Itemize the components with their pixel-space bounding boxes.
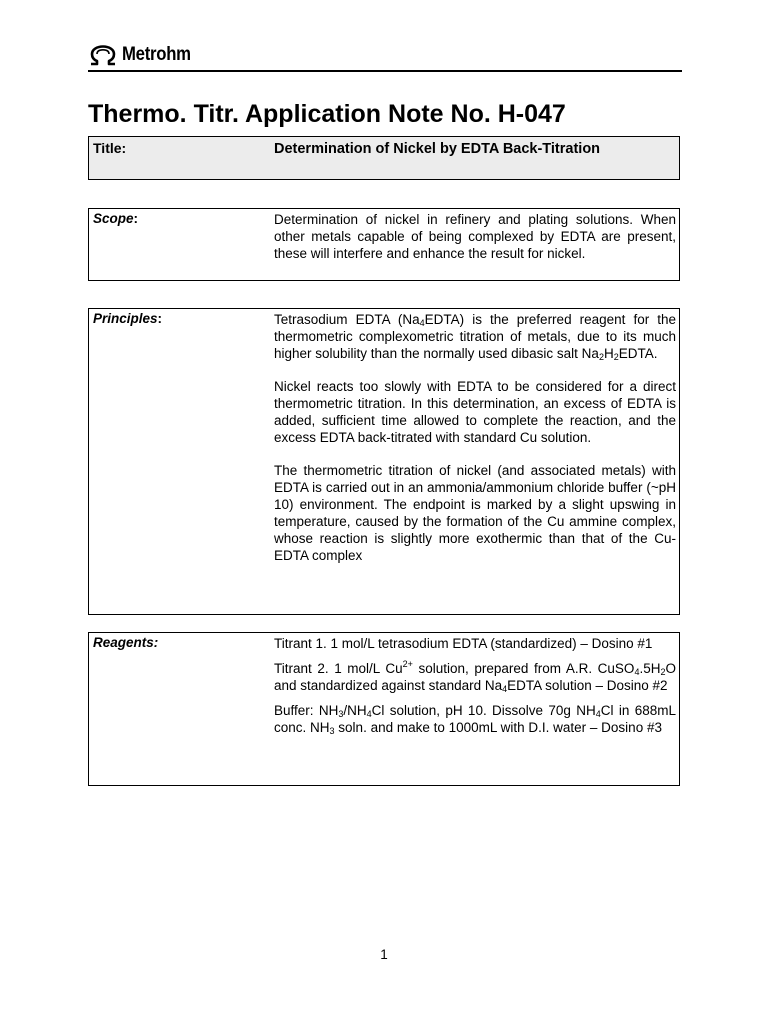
p1-subscript-1: 4	[419, 318, 425, 328]
r3-subscript-4: 3	[329, 726, 335, 736]
reagents-section	[88, 632, 680, 786]
p1-text-b: EDTA) is the preferred reagent for the thermometric complexometric titration of metals, due to its much higher solubility than the normally used dibasic salt Na	[274, 312, 677, 361]
r2-text-c: .5H	[639, 661, 661, 676]
r2-text-a: Titrant 2. 1 mol/L Cu	[274, 661, 403, 676]
reagent-titrant-2	[274, 660, 676, 694]
principles-label	[93, 311, 162, 326]
principles-section	[88, 308, 680, 615]
r2-text-b: solution, prepared from A.R. CuSO	[412, 661, 635, 676]
r2-text-e: EDTA solution – Dosino #2	[507, 678, 668, 693]
r3-subscript-2: 4	[366, 709, 372, 719]
r3-text-b: /NH	[343, 703, 367, 718]
title-section	[88, 136, 680, 180]
reagents-label: Reagents:	[93, 635, 159, 650]
principles-content	[274, 311, 676, 564]
r3-text-c: Cl solution, pH 10. Dissolve 70g NH	[371, 703, 596, 718]
reagent-buffer	[274, 702, 676, 736]
title-label: Title:	[93, 140, 127, 156]
title-value: Determination of Nickel by EDTA Back-Titration	[274, 141, 601, 157]
p1-subscript-2: 2	[598, 352, 604, 362]
principles-label-colon: :	[157, 311, 163, 326]
r2-text-d: O and standardized against standard Na	[274, 661, 676, 693]
r2-superscript: 2+	[402, 659, 413, 669]
principles-paragraph-1	[274, 311, 676, 362]
scope-section	[88, 208, 680, 281]
r3-subscript-1: 3	[338, 709, 344, 719]
page-title: Thermo. Titr. Application Note No. H-047	[88, 100, 566, 128]
p1-text-c: H	[603, 346, 614, 361]
scope-text: Determination of nickel in refinery and plating solutions. When other metals capable of being complexed by EDTA are present, these will interfere and enhance the result for nickel.	[274, 212, 676, 261]
scope-label	[93, 211, 138, 226]
reagents-content	[274, 635, 676, 744]
r2-subscript-3: 4	[502, 684, 508, 694]
reagent-titrant-1: Titrant 1. 1 mol/L tetrasodium EDTA (standardized) – Dosino #1	[274, 636, 653, 651]
scope-label-text: Scope	[93, 211, 134, 226]
scope-label-colon: :	[133, 211, 139, 226]
r3-subscript-3: 4	[595, 709, 601, 719]
r3-text-a: Buffer: NH	[274, 703, 339, 718]
page-header	[88, 42, 682, 72]
r3-text-d: Cl in 688mL conc. NH	[274, 703, 676, 735]
principles-label-text: Principles	[93, 311, 158, 326]
metrohm-omega-logo-icon	[88, 44, 118, 66]
p1-text-a: Tetrasodium EDTA (Na	[274, 312, 420, 327]
r2-subscript-2: 2	[660, 667, 666, 677]
principles-paragraph-2: Nickel reacts too slowly with EDTA to be considered for a direct thermometric titration. In this determination, an excess of EDTA is added, sufficient time allowed to complete the reaction, and the excess EDTA back-titrated with standard Cu solution.	[274, 379, 676, 445]
p1-subscript-3: 2	[613, 352, 619, 362]
r2-subscript-1: 4	[634, 667, 640, 677]
p1-text-d: EDTA.	[618, 346, 658, 361]
r3-text-e: soln. and make to 1000mL with D.I. water – Dosino #3	[334, 720, 662, 735]
principles-paragraph-3: The thermometric titration of nickel (and associated metals) with EDTA is carried out in an ammonia/ammonium chloride buffer (~pH 10) environment. The endpoint is marked by a slight upswing in temperature, caused by the formation of the Cu ammine complex, whose reaction is slightly more exothermic than that of the Cu-EDTA complex	[274, 463, 676, 563]
logo-text: Metrohm	[122, 44, 191, 65]
page-number: 1	[380, 947, 388, 962]
metrohm-logo	[88, 42, 200, 68]
